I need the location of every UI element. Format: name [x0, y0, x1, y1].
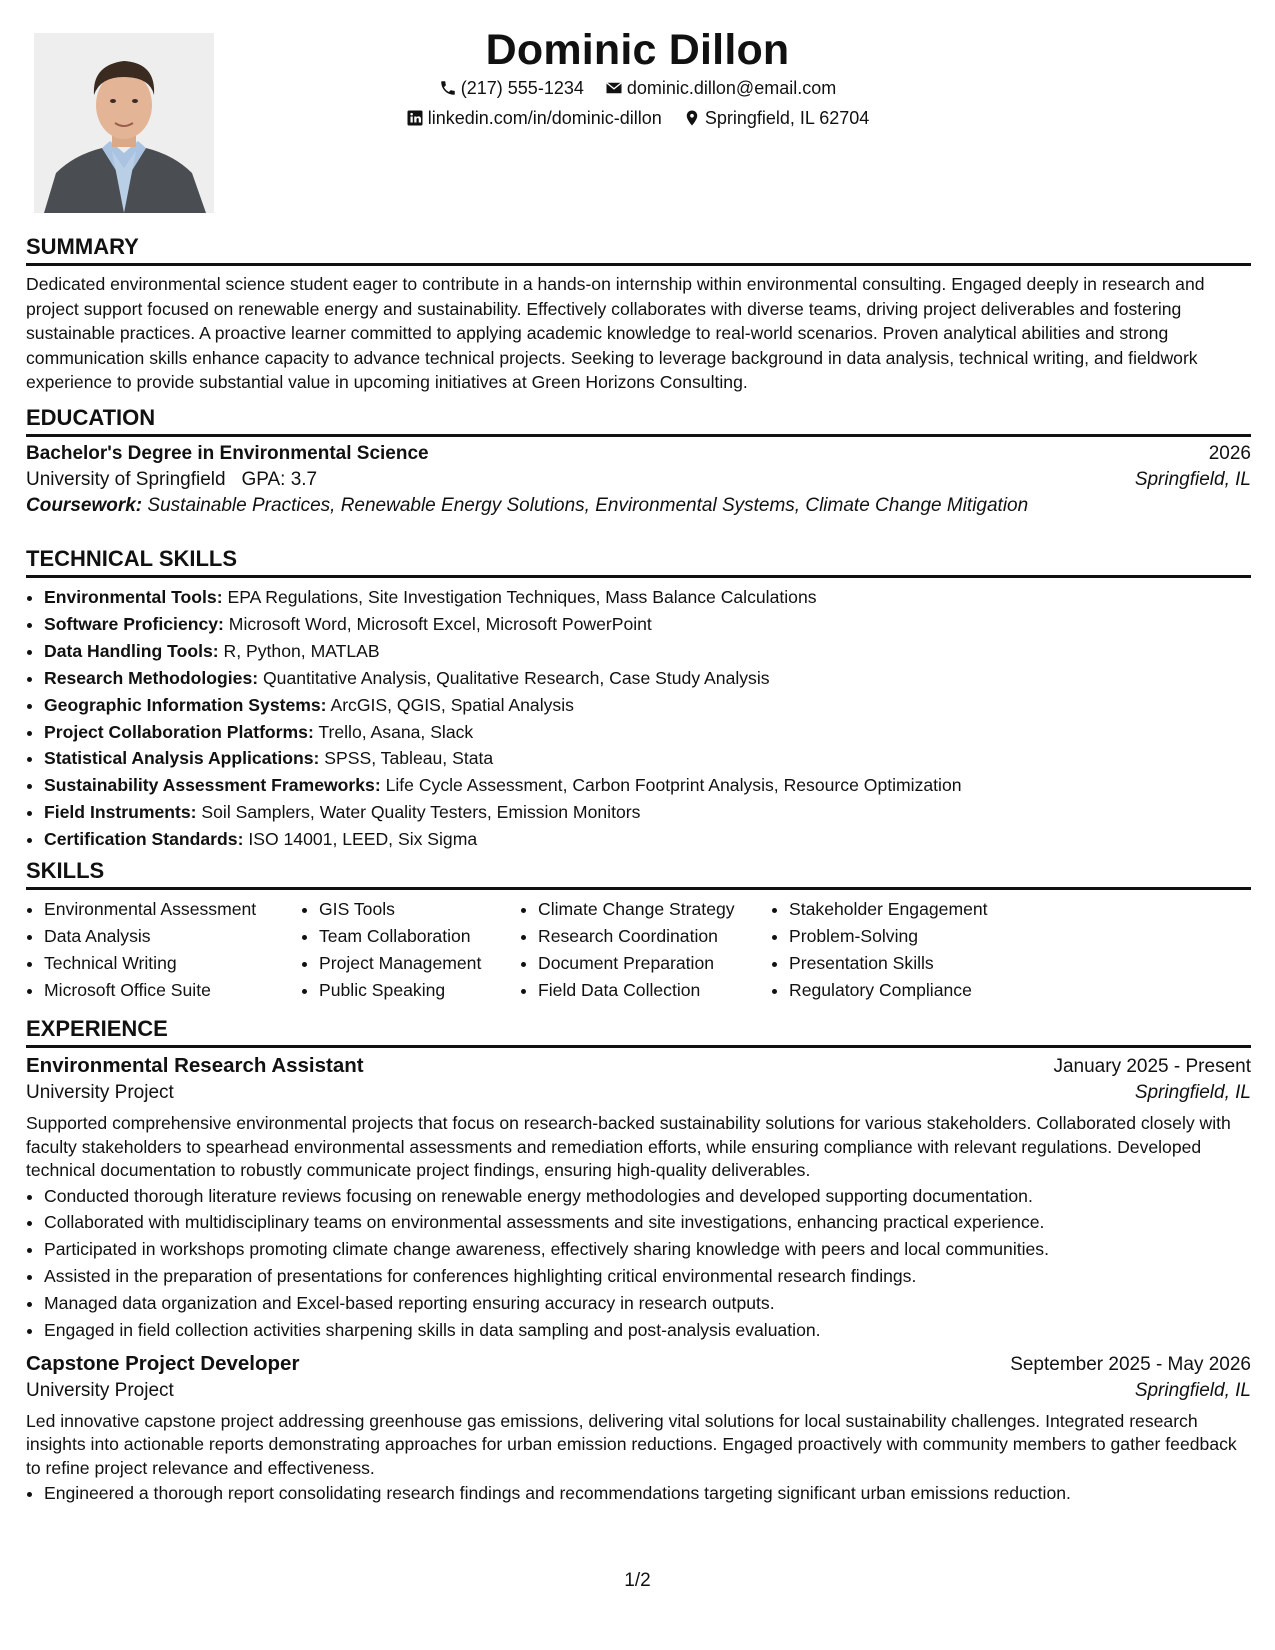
job-title: Capstone Project Developer	[26, 1351, 300, 1375]
tech-skill-label: Environmental Tools:	[44, 587, 223, 607]
tech-skill-item	[44, 692, 1251, 719]
school-line	[26, 469, 317, 491]
summary-text: Dedicated environmental science student eager to contribute in a hands-on internship within environmental consulting. Engaged deeply in research and project support focused on renewable energy and sustainability. Effectively collaborates with diverse teams, driving project deliverables and fostering sustainable practices. A proactive learner committed to applying academic knowledge to real-world scenarios. Proven analytical abilities and strong communication skills enhance capacity to advance technical projects. Seeking to leverage background in data analysis, technical writing, and fieldwork experience to provide substantial value in upcoming initiatives at Green Horizons Consulting.	[26, 274, 1205, 392]
job-description: Supported comprehensive environmental projects that focus on research-backed sustainability solutions for various stakeholders. Collaborated closely with faculty stakeholders to spearhead environmental assessments and remediation efforts, while ensuring compliance with relevant regulations. Developed technical documentation to robustly communicate project findings, ensuring high-quality deliverables.	[26, 1113, 1231, 1180]
tech-skill-value: ArcGIS, QGIS, Spatial Analysis	[330, 694, 574, 715]
tech-skill-label: Project Collaboration Platforms:	[44, 721, 314, 742]
skill-item: • Document Preparation	[538, 950, 771, 977]
section-title-skills: SKILLS	[26, 857, 1251, 890]
degree-title: Bachelor's Degree in Environmental Science	[26, 443, 429, 464]
skills-section	[26, 857, 1251, 1004]
skills-column	[520, 896, 771, 1004]
coursework-line	[26, 495, 1251, 517]
tech-skill-label: Statistical Analysis Applications:	[44, 748, 320, 769]
gpa: GPA: 3.7	[241, 469, 318, 490]
job-bullet: • Managed data organization and Excel-based reporting ensuring accuracy in research outputs.	[44, 1290, 1251, 1317]
skill-item: • Microsoft Office Suite	[44, 977, 301, 1004]
school-location: Springfield, IL	[1134, 469, 1251, 490]
skill-item: • Environmental Assessment	[44, 896, 301, 923]
tech-skill-value: EPA Regulations, Site Investigation Techniques, Mass Balance Calculations	[227, 587, 817, 607]
tech-skill-label: Certification Standards:	[44, 829, 244, 850]
graduation-year: 2026	[1208, 443, 1251, 464]
skill-item: • Presentation Skills	[789, 950, 1031, 977]
skill-item: • Climate Change Strategy	[538, 896, 771, 923]
school-name: University of Springfield	[26, 469, 226, 490]
tech-skill-value: Life Cycle Assessment, Carbon Footprint Analysis, Resource Optimization	[385, 775, 962, 796]
linkedin-text: linkedin.com/in/dominic-dillon	[427, 108, 662, 128]
job-dates: January 2025 - Present	[1053, 1056, 1251, 1077]
coursework-list: Sustainable Practices, Renewable Energy Solutions, Environmental Systems, Climate Change Mitigation	[147, 495, 1029, 516]
tech-skill-value: Quantitative Analysis, Qualitative Research, Case Study Analysis	[263, 667, 770, 688]
section-title-education: EDUCATION	[26, 404, 1251, 437]
summary-section	[26, 233, 1251, 395]
phone-text: (217) 555-1234	[460, 78, 584, 98]
skill-item: • Project Management	[319, 950, 520, 977]
map-pin-icon	[683, 109, 701, 127]
tech-skill-item	[44, 799, 1251, 826]
skills-column	[26, 896, 301, 1004]
job-title: Environmental Research Assistant	[26, 1054, 364, 1077]
education-section	[26, 404, 1251, 517]
skill-item: • Regulatory Compliance	[789, 977, 1031, 1004]
tech-skill-label: Field Instruments:	[44, 802, 197, 823]
job-bullets	[26, 1480, 1251, 1507]
skill-item: • Public Speaking	[319, 977, 520, 1004]
coursework-label: Coursework:	[26, 495, 143, 516]
tech-skill-item	[44, 772, 1251, 799]
tech-skill-value: Microsoft Word, Microsoft Excel, Microsoft PowerPoint	[228, 613, 652, 634]
job-bullet: • Collaborated with multidisciplinary teams on environmental assessments and site investigations, enhancing practical experience.	[44, 1209, 1251, 1236]
job-bullets	[26, 1183, 1251, 1344]
skill-item: • Field Data Collection	[538, 977, 771, 1004]
linkedin-item[interactable]	[406, 106, 662, 130]
tech-skill-item	[44, 826, 1251, 853]
experience-section	[26, 1015, 1251, 1507]
job-location: Springfield, IL	[1134, 1379, 1251, 1401]
linkedin-icon	[406, 109, 424, 127]
section-title-summary: SUMMARY	[26, 233, 1251, 266]
job-description: Led innovative capstone project addressing greenhouse gas emissions, delivering vital solutions for local sustainability challenges. Integrated research insights into actionable reports demonstrating approaches for urban emission reductions. Engaged proactively with community members to gather feedback to refine project relevance and effectiveness.	[26, 1410, 1237, 1478]
job-bullet: • Participated in workshops promoting climate change awareness, effectively sharing knowledge with peers and local communities.	[44, 1236, 1251, 1263]
technical-skills-list	[26, 584, 1251, 853]
tech-skill-item	[44, 665, 1251, 692]
job-dates: September 2025 - May 2026	[1010, 1353, 1251, 1375]
tech-skill-label: Sustainability Assessment Frameworks:	[44, 775, 381, 796]
section-title-technical-skills: TECHNICAL SKILLS	[26, 545, 1251, 578]
location-text: Springfield, IL 62704	[704, 108, 870, 128]
tech-skill-label: Software Proficiency:	[44, 613, 224, 634]
tech-skill-item	[44, 745, 1251, 772]
email-text: dominic.dillon@email.com	[626, 78, 837, 98]
envelope-icon	[605, 79, 623, 97]
job-location: Springfield, IL	[1134, 1082, 1251, 1103]
tech-skill-value: R, Python, MATLAB	[223, 640, 380, 661]
tech-skill-item	[44, 611, 1251, 638]
tech-skill-label: Geographic Information Systems:	[44, 694, 327, 715]
tech-skill-value: Soil Samplers, Water Quality Testers, Emission Monitors	[201, 802, 641, 823]
phone-icon	[439, 79, 457, 97]
job-bullet: • Assisted in the preparation of presentations for conferences highlighting critical environmental research findings.	[44, 1263, 1251, 1290]
tech-skill-label: Research Methodologies:	[44, 667, 259, 688]
skills-column	[771, 896, 1031, 1004]
skill-item: • Team Collaboration	[319, 923, 520, 950]
job-bullet: • Engineered a thorough report consolidating research findings and recommendations targeting significant urban emissions reduction.	[44, 1480, 1251, 1507]
job-entry	[26, 1054, 1251, 1344]
skill-item: • GIS Tools	[319, 896, 520, 923]
location-item	[683, 106, 869, 130]
skills-grid	[26, 896, 1251, 1004]
job-org: University Project	[26, 1082, 174, 1103]
skill-item: • Research Coordination	[538, 923, 771, 950]
tech-skill-value: Trello, Asana, Slack	[318, 721, 474, 742]
email-item[interactable]	[605, 76, 836, 100]
job-bullet: • Engaged in field collection activities sharpening skills in data sampling and post-analysis evaluation.	[44, 1317, 1251, 1344]
skill-item: • Technical Writing	[44, 950, 301, 977]
tech-skill-item	[44, 638, 1251, 665]
skill-item: • Stakeholder Engagement	[789, 896, 1031, 923]
section-title-experience: EXPERIENCE	[26, 1015, 1251, 1048]
tech-skill-value: SPSS, Tableau, Stata	[324, 748, 494, 769]
phone-item[interactable]	[439, 76, 584, 100]
tech-skill-label: Data Handling Tools:	[44, 640, 219, 661]
skills-column	[301, 896, 520, 1004]
tech-skill-item	[44, 584, 1251, 611]
job-entry	[26, 1352, 1251, 1507]
candidate-name: Dominic Dillon	[485, 26, 790, 74]
contact-line-1	[0, 76, 1275, 103]
skill-item: • Data Analysis	[44, 923, 301, 950]
skill-item: • Problem-Solving	[789, 923, 1031, 950]
page-number: 1/2	[624, 1570, 651, 1591]
technical-skills-section	[26, 545, 1251, 853]
tech-skill-value: ISO 14001, LEED, Six Sigma	[248, 829, 478, 850]
job-org: University Project	[26, 1379, 174, 1401]
contact-line-2	[0, 106, 1275, 133]
job-bullet: • Conducted thorough literature reviews focusing on renewable energy methodologies and developed supporting documentation.	[44, 1183, 1251, 1210]
tech-skill-item	[44, 719, 1251, 746]
